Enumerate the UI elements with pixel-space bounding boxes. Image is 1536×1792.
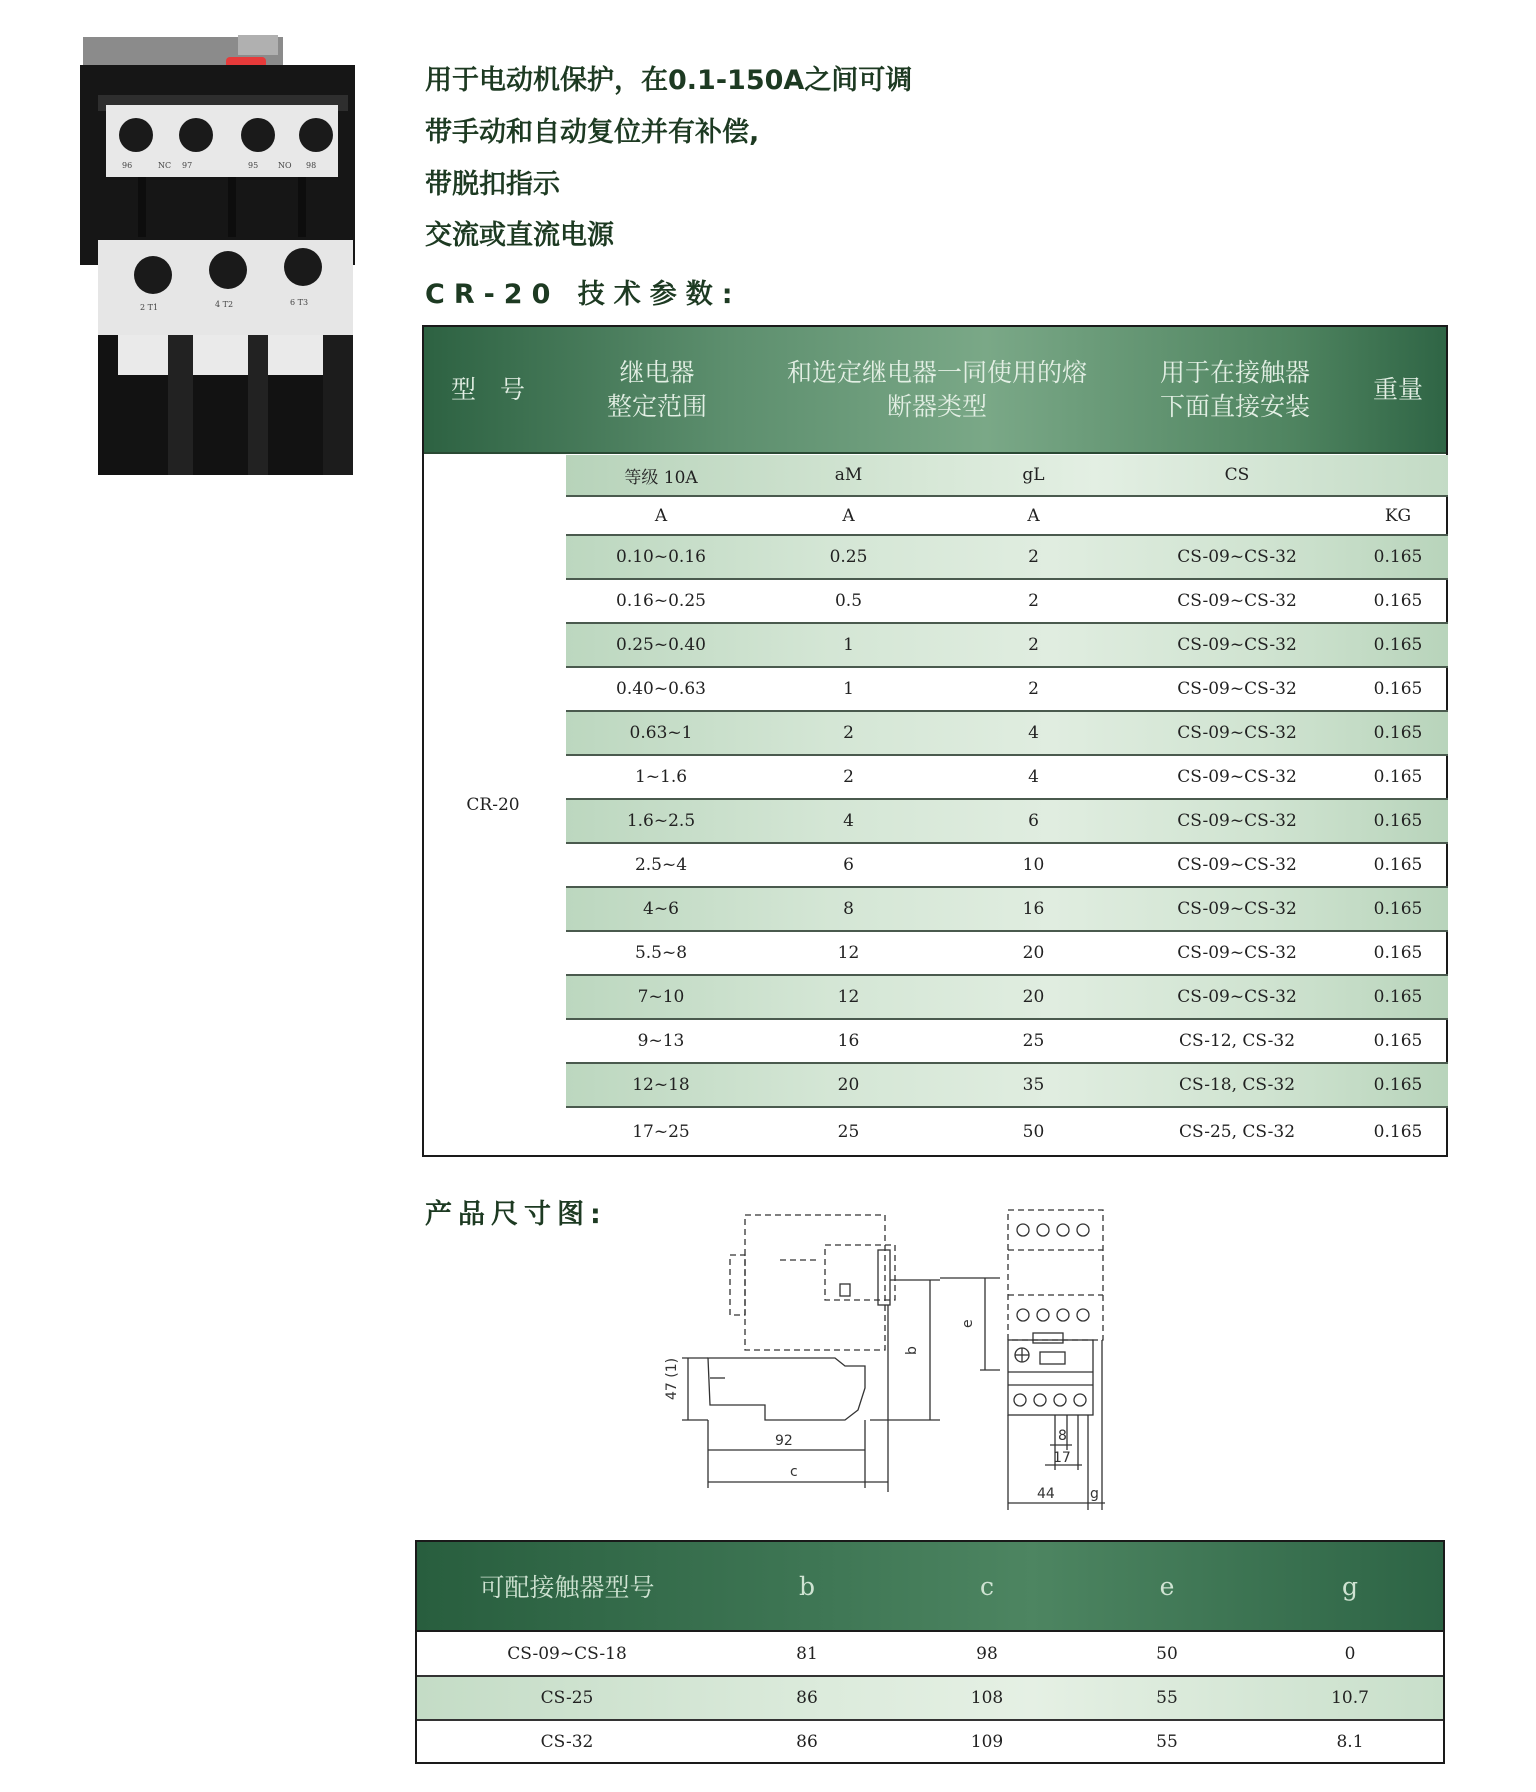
table-cell: 0.165 bbox=[1373, 899, 1423, 919]
table-cell: 2 bbox=[1028, 635, 1039, 655]
table-cell: 4~6 bbox=[643, 899, 679, 919]
table-cell: 1~1.6 bbox=[634, 767, 688, 787]
table-cell: 4 bbox=[843, 811, 854, 831]
table-cell: CS-09~CS-32 bbox=[1177, 899, 1297, 919]
table-cell: 0.165 bbox=[1373, 943, 1423, 963]
table-cell: CS-09~CS-32 bbox=[1177, 723, 1297, 743]
dim-label-44: 44 bbox=[1037, 1486, 1055, 1502]
header-model: 型号 bbox=[450, 374, 549, 404]
table-cell: CS-25, CS-32 bbox=[1178, 1121, 1296, 1142]
table-row bbox=[566, 1064, 1448, 1106]
model-cell: CR-20 bbox=[466, 794, 520, 815]
table-cell bbox=[1126, 497, 1348, 534]
table-row bbox=[566, 932, 1448, 974]
table-cell: gL bbox=[1022, 465, 1045, 485]
table-cell: 20 bbox=[1022, 943, 1045, 963]
table-cell: 0.25~0.40 bbox=[616, 635, 706, 655]
table-cell: 0.63~1 bbox=[629, 723, 693, 743]
table-cell: CS-09~CS-32 bbox=[1177, 679, 1297, 699]
table-cell: CS-09~CS-18 bbox=[507, 1643, 627, 1664]
table-cell: 1 bbox=[843, 635, 854, 655]
table-cell: CS-18, CS-32 bbox=[1178, 1075, 1296, 1095]
table-row bbox=[417, 1677, 1443, 1719]
table-cell: 7~10 bbox=[637, 987, 685, 1007]
table-cell: 0.165 bbox=[1373, 635, 1423, 655]
header-e: e bbox=[1159, 1571, 1175, 1601]
table-cell: 2 bbox=[1028, 591, 1039, 611]
terminal-label: 4 T2 bbox=[215, 300, 234, 309]
table-cell: CS-25 bbox=[540, 1688, 594, 1708]
spec-title: CR-20 技术参数: bbox=[425, 279, 742, 310]
table-row bbox=[566, 800, 1448, 842]
table-cell: 50 bbox=[1156, 1643, 1178, 1664]
spec-table bbox=[422, 325, 1448, 1157]
table-cell: 0.16~0.25 bbox=[616, 591, 706, 611]
table-cell: 108 bbox=[970, 1688, 1004, 1708]
table-cell: CS bbox=[1224, 465, 1250, 485]
terminal-label: NO bbox=[278, 161, 292, 170]
table-cell: CS-32 bbox=[540, 1731, 594, 1752]
table-cell: 25 bbox=[837, 1121, 860, 1142]
table-cell: 12~18 bbox=[632, 1075, 690, 1095]
table-cell: 20 bbox=[1022, 987, 1045, 1007]
table-cell: 2 bbox=[843, 723, 854, 743]
table-cell: 等级 10A bbox=[624, 467, 698, 488]
terminal-label: 97 bbox=[182, 161, 193, 170]
table-row bbox=[417, 1721, 1443, 1762]
table-cell bbox=[1348, 455, 1448, 495]
units-row bbox=[566, 497, 1448, 534]
table-row bbox=[566, 888, 1448, 930]
table-cell: 0.10~0.16 bbox=[616, 547, 706, 567]
table-cell: A bbox=[842, 505, 855, 526]
table-cell: 50 bbox=[1022, 1121, 1045, 1142]
dim-label-e: e bbox=[960, 1319, 976, 1328]
dim-label-c: c bbox=[790, 1464, 798, 1480]
feature-line: 带手动和自动复位并有补偿, bbox=[425, 117, 760, 148]
table-cell: 4 bbox=[1028, 723, 1039, 743]
table-cell: 5.5~8 bbox=[634, 943, 688, 963]
terminal-label: 98 bbox=[306, 161, 317, 170]
table-cell: 98 bbox=[976, 1643, 998, 1664]
header-c: c bbox=[979, 1571, 994, 1601]
header-range: 继电器 整定范围 bbox=[606, 357, 707, 421]
table-row bbox=[566, 580, 1448, 622]
table-cell: CS-09~CS-32 bbox=[1177, 811, 1297, 831]
table-cell: 1.6~2.5 bbox=[626, 811, 696, 831]
table-cell: CS-09~CS-32 bbox=[1177, 943, 1297, 963]
table-cell: 109 bbox=[970, 1731, 1004, 1752]
terminal-label: 6 T3 bbox=[290, 298, 309, 307]
table-cell: 55 bbox=[1156, 1688, 1178, 1708]
dim-label-17: 17 bbox=[1053, 1450, 1071, 1466]
table-cell: aM bbox=[834, 465, 863, 485]
dim-label-8: 8 bbox=[1058, 1428, 1067, 1444]
table-cell: 0.165 bbox=[1373, 547, 1423, 567]
table-cell: 6 bbox=[843, 855, 854, 875]
table-row bbox=[566, 976, 1448, 1018]
table-row bbox=[566, 668, 1448, 710]
feature-line: 带脱扣指示 bbox=[425, 169, 560, 200]
header-contactor: 用于在接触器 下面直接安装 bbox=[1159, 357, 1310, 421]
dim-label-height: 47 (1) bbox=[664, 1357, 680, 1400]
table-cell: CS-09~CS-32 bbox=[1177, 547, 1297, 567]
feature-line: 用于电动机保护，在0.1-150A之间可调 bbox=[425, 65, 913, 96]
table-row bbox=[566, 844, 1448, 886]
table-cell: 0.165 bbox=[1373, 1031, 1423, 1051]
table-cell: CS-09~CS-32 bbox=[1177, 635, 1297, 655]
dimension-title: 产品尺寸图: bbox=[425, 1199, 607, 1230]
contactor-table-header bbox=[417, 1542, 1443, 1632]
table-cell: 12 bbox=[837, 987, 860, 1007]
table-row bbox=[417, 1632, 1443, 1675]
table-cell: 8 bbox=[843, 899, 854, 919]
table-cell: 0.165 bbox=[1373, 987, 1423, 1007]
table-cell: 0.165 bbox=[1373, 591, 1423, 611]
table-row bbox=[566, 624, 1448, 666]
table-cell: 0 bbox=[1344, 1643, 1356, 1664]
table-cell: 1 bbox=[843, 679, 854, 699]
table-cell: 2 bbox=[1028, 547, 1039, 567]
table-cell: 12 bbox=[837, 943, 860, 963]
table-cell: 86 bbox=[796, 1731, 818, 1752]
table-cell: 0.5 bbox=[834, 591, 863, 611]
table-cell: 0.165 bbox=[1373, 767, 1423, 787]
table-cell: 8.1 bbox=[1336, 1731, 1364, 1752]
table-cell: CS-09~CS-32 bbox=[1177, 855, 1297, 875]
table-cell: 0.165 bbox=[1373, 679, 1423, 699]
spec-table-header bbox=[424, 327, 1446, 454]
table-cell: 10.7 bbox=[1331, 1688, 1369, 1708]
sub-header-row bbox=[566, 455, 1448, 495]
table-cell: 0.165 bbox=[1373, 1075, 1423, 1095]
dim-label-92: 92 bbox=[775, 1433, 793, 1449]
table-row bbox=[566, 756, 1448, 798]
table-cell: 0.25 bbox=[829, 547, 868, 567]
header-b: b bbox=[798, 1571, 815, 1601]
table-cell: A bbox=[654, 505, 668, 526]
header-weight: 重量 bbox=[1372, 374, 1423, 404]
table-cell: 0.165 bbox=[1373, 855, 1423, 875]
table-row bbox=[566, 1020, 1448, 1062]
table-cell: 9~13 bbox=[637, 1031, 685, 1051]
table-cell: 55 bbox=[1156, 1731, 1178, 1752]
table-cell: 0.40~0.63 bbox=[616, 679, 706, 699]
table-cell: KG bbox=[1384, 505, 1412, 526]
dimension-drawing bbox=[640, 1200, 1180, 1530]
terminal-label: 2 T1 bbox=[140, 303, 159, 312]
contactor-table bbox=[415, 1540, 1445, 1764]
table-cell: A bbox=[1027, 505, 1040, 526]
product-photo bbox=[78, 35, 373, 485]
table-row bbox=[566, 1108, 1448, 1155]
table-cell: 25 bbox=[1022, 1031, 1045, 1051]
table-cell: 2 bbox=[843, 767, 854, 787]
table-cell: 16 bbox=[1022, 899, 1045, 919]
terminal-label: 96 bbox=[122, 161, 133, 170]
table-cell: 20 bbox=[837, 1075, 860, 1095]
table-cell: CS-09~CS-32 bbox=[1177, 591, 1297, 611]
table-cell: CS-09~CS-32 bbox=[1177, 987, 1297, 1007]
table-cell: 6 bbox=[1028, 811, 1039, 831]
table-cell: 4 bbox=[1028, 767, 1039, 787]
header-fuse-type: 和选定继电器一同使用的熔 断器类型 bbox=[786, 357, 1087, 421]
dim-label-b: b bbox=[904, 1346, 920, 1355]
table-cell: 17~25 bbox=[632, 1121, 690, 1142]
table-cell: CS-12, CS-32 bbox=[1178, 1031, 1296, 1051]
table-cell: 0.165 bbox=[1373, 1121, 1423, 1142]
table-cell: 2 bbox=[1028, 679, 1039, 699]
table-row bbox=[566, 712, 1448, 754]
dim-label-g: g bbox=[1090, 1486, 1099, 1502]
header-g: g bbox=[1341, 1571, 1358, 1601]
table-cell: CS-09~CS-32 bbox=[1177, 767, 1297, 787]
terminal-label: NC bbox=[158, 161, 172, 170]
table-cell: 0.165 bbox=[1373, 811, 1423, 831]
table-cell: 10 bbox=[1022, 855, 1045, 875]
table-cell: 86 bbox=[796, 1688, 818, 1708]
table-cell: 35 bbox=[1022, 1075, 1045, 1095]
table-cell: 81 bbox=[796, 1643, 818, 1664]
header-contactor-model: 可配接触器型号 bbox=[479, 1573, 655, 1602]
terminal-label: 95 bbox=[248, 161, 259, 170]
feature-line: 交流或直流电源 bbox=[425, 220, 614, 251]
table-row bbox=[566, 536, 1448, 578]
table-cell: 0.165 bbox=[1373, 723, 1423, 743]
table-cell: 16 bbox=[837, 1031, 860, 1051]
table-cell: 2.5~4 bbox=[634, 855, 688, 875]
